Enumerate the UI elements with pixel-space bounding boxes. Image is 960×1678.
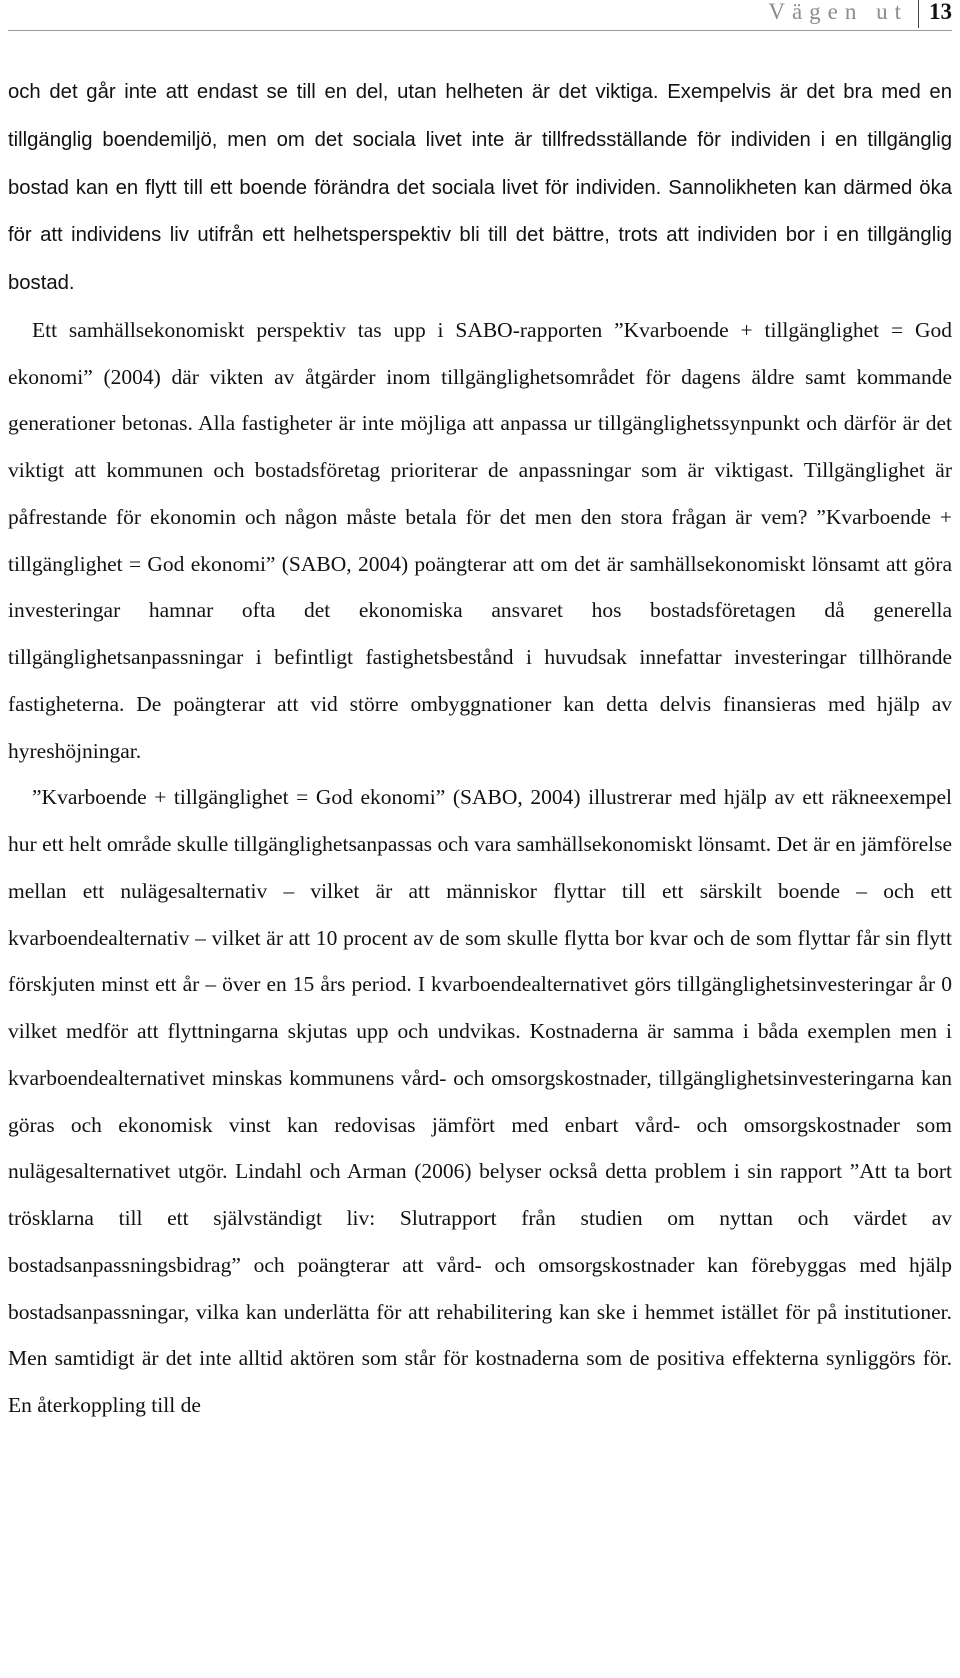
header-title: Vägen ut	[768, 0, 908, 24]
paragraph-3	[8, 774, 952, 1429]
body-text	[8, 68, 952, 1429]
paragraph-2	[8, 307, 952, 775]
header-rule	[8, 30, 952, 31]
page-number: 13	[929, 0, 952, 24]
header-separator	[918, 0, 919, 28]
paragraph-1	[8, 68, 952, 307]
paragraph-3-text: ”Kvarboende + tillgänglighet = God ekonomi” (SABO, 2004) illustrerar med hjälp av ett räkneexempel hur ett helt område skulle tillgänglighetsanpassas och vara samhällsekonomiskt lönsamt. Det är en jämförelse mellan ett nulägesalternativ – vilket är att människor flyttar till ett särskilt boende – och ett kvarboendealternativ – vilket är att 10 procent av de som skulle flytta bor kvar och de som flyttar får sin flytt förskjuten minst ett år – över en 15 års period. I kvarboendealternativet görs tillgänglighetsinvesteringar år 0 vilket medför att flyttningarna skjutas upp och undvikas. Kostnaderna är samma i båda exemplen men i kvarboendealternativet minskas kommunens vård- och omsorgskostnader, tillgänglighetsinvesteringarna kan göras och ekonomisk vinst kan redovisas jämfört med enbart vård- och omsorgskostnader som nulägesalternativet utgör. Lindahl och Arman (2006) belyser också detta problem i sin rapport ”Att ta bort trösklarna till ett självständigt liv: Slutrapport från studien om nyttan och värdet av bostadsanpassningsbidrag” och poängterar att vård- och omsorgskostnader kan förebyggas med hjälp bostadsanpassningar, vilka kan underlätta för att rehabilitering kan ske i hemmet istället för på institutioner. Men samtidigt är det inte alltid aktören som står för kostnaderna som de positiva effekterna synliggörs för. En återkoppling till de	[8, 785, 952, 1417]
paragraph-1-text: och det går inte att endast se till en del, utan helheten är det viktiga. Exempelvis är det bra med en tillgänglig boendemiljö, men om det sociala livet inte är tillfredsställande för individen i en tillgänglig bostad kan en flytt till ett boende förändra det sociala livet för individen. Sannolikheten kan därmed öka för att individens liv utifrån ett helhetsperspektiv bli till det bättre, trots att individen bor i en tillgänglig bostad.	[8, 81, 952, 294]
running-header	[768, 0, 952, 26]
paragraph-2-text: Ett samhällsekonomiskt perspektiv tas upp i SABO-rapporten ”Kvarboende + tillgänglighet = God ekonomi” (2004) där vikten av åtgärder inom tillgänglighetsområdet för dagens äldre samt kommande generationer betonas. Alla fastigheter är inte möjliga att anpassa ur tillgänglighetssynpunkt och därför är det viktigt att kommunen och bostadsföretag prioriterar de anpassningar som är viktigast. Tillgänglighet är påfrestande för ekonomin och någon måste betala för det men den stora frågan är vem? ”Kvarboende + tillgänglighet = God ekonomi” (SABO, 2004) poängterar att om det är samhällsekonomiskt lönsamt att göra investeringar hamnar ofta det ekonomiska ansvaret hos bostadsföretagen då generella tillgänglighetsanpassningar i befintligt fastighetsbestånd i huvudsak innefattar investeringar tillhörande fastigheterna. De poängterar att vid större ombyggnationer kan detta delvis finansieras med hjälp av hyreshöjningar.	[8, 317, 952, 763]
